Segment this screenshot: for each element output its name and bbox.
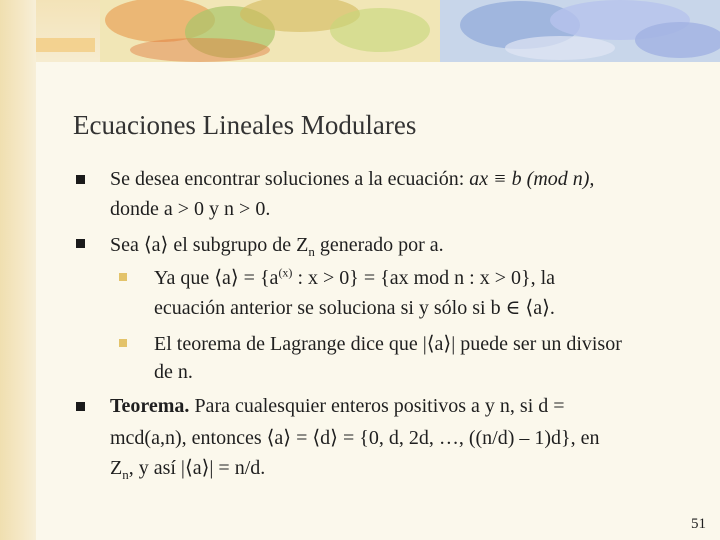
sub-bullet-1-line-1 bbox=[154, 265, 555, 290]
bullet-2-line-1 bbox=[110, 232, 444, 260]
bullet-square-icon bbox=[76, 402, 85, 411]
bullet-3-text-a: Z bbox=[110, 457, 123, 479]
sub-bullet-1-text-a: Ya que ⟨a⟩ = {a bbox=[154, 267, 279, 289]
subscript-n: n bbox=[122, 467, 129, 482]
bullet-3-text-b: , y así |⟨a⟩| = n/d. bbox=[128, 457, 266, 479]
bullet-2-text-a: Sea ⟨a⟩ el subgrupo de Z bbox=[110, 234, 309, 256]
bullet-1-line-2: donde a > 0 y n > 0. bbox=[110, 198, 271, 220]
bullet-3-line-2: mcd(a,n), entonces ⟨a⟩ = ⟨d⟩ = {0, d, 2d, …, ((n/d) – 1)d}, en bbox=[110, 427, 600, 449]
bullet-square-icon bbox=[76, 175, 85, 184]
bullet-1-text: Se desea encontrar soluciones a la ecuación: bbox=[110, 168, 470, 190]
bullet-2-text-b: generado por a. bbox=[314, 234, 444, 256]
slide-title: Ecuaciones Lineales Modulares bbox=[73, 110, 417, 140]
bullet-3-text: Para cualesquier enteros positivos a y n, si d = bbox=[189, 395, 565, 417]
sub-bullet-2-line-1: El teorema de Lagrange dice que |⟨a⟩| puede ser un divisor bbox=[154, 333, 622, 355]
subscript-n: n bbox=[308, 244, 315, 259]
superscript-x: (x) bbox=[278, 265, 293, 280]
sub-bullet-square-icon bbox=[119, 339, 127, 347]
bullet-3-line-1 bbox=[110, 395, 565, 418]
bullet-1-line-1 bbox=[110, 168, 594, 191]
bullet-1-equation: ax ≡ b (mod n), bbox=[469, 168, 595, 190]
sub-bullet-1-line-2: ecuación anterior se soluciona si y sólo si b ∈ ⟨a⟩. bbox=[154, 297, 555, 319]
sub-bullet-square-icon bbox=[119, 273, 127, 281]
sub-bullet-2-line-2: de n. bbox=[154, 361, 193, 383]
sub-bullet-1-text-b: : x > 0} = {ax mod n : x > 0}, la bbox=[292, 267, 556, 289]
bullet-square-icon bbox=[76, 239, 85, 248]
bullet-3-line-3 bbox=[110, 455, 265, 483]
theorem-label: Teorema. bbox=[110, 395, 190, 417]
page-number: 51 bbox=[691, 516, 706, 532]
